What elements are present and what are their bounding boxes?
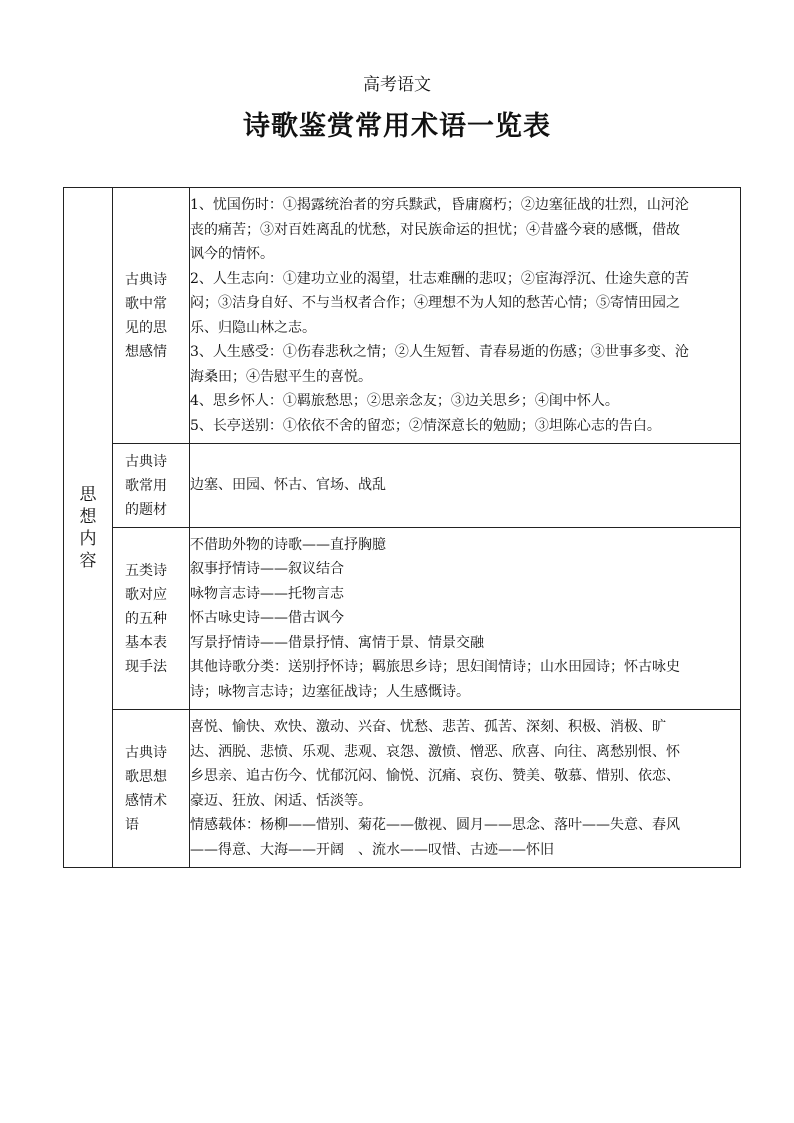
content-line: 喜悦、愉快、欢快、激动、兴奋、忧愁、悲苦、孤苦、深刻、积极、消极、旷	[190, 719, 666, 735]
content-line: 豪迈、狂放、闲适、恬淡等。	[190, 792, 372, 809]
content-line: 1、忧国伤时：①揭露统治者的穷兵黩武，昏庸腐朽；②边塞征战的壮烈，山河沦	[190, 197, 689, 213]
content-line: 写景抒情诗——借景抒情、寓情于景、情景交融	[190, 634, 484, 651]
document-title: 诗歌鉴赏常用术语一览表	[243, 111, 551, 142]
content-line: 其他诗歌分类：送别抒怀诗；羁旅思乡诗；思妇闺情诗；山水田园诗；怀古咏史	[190, 659, 680, 676]
section-label: 思想内容	[79, 484, 97, 571]
category-cell	[113, 188, 190, 444]
content-line: 达、洒脱、悲愤、乐观、悲观、哀怨、激愤、憎恶、欣喜、向往、离愁别恨、怀	[190, 743, 680, 760]
category-label: 五类诗歌对应的五种基本表现手法	[125, 562, 167, 675]
content-cell	[190, 444, 741, 528]
category-cell	[113, 444, 190, 528]
content-line: 咏物言志诗——托物言志	[190, 585, 344, 602]
table-row	[64, 710, 741, 868]
content-line: 诗；咏物言志诗；边塞征战诗；人生感慨诗。	[190, 683, 470, 700]
table-row	[64, 444, 741, 528]
content-line: 情感载体：杨柳——惜别、菊花——傲视、圆月——思念、落叶——失意、春风	[190, 817, 680, 833]
content-line: 3、人生感受：①伤春悲秋之情；②人生短暂、青春易逝的伤感；③世事多变、沧	[190, 344, 689, 360]
content-line: 边塞、田园、怀古、官场、战乱	[190, 477, 386, 494]
content-line: 乐、归隐山林之志。	[190, 319, 316, 336]
content-line: 不借助外物的诗歌——直抒胸臆	[190, 536, 386, 553]
content-cell	[190, 188, 741, 444]
category-label: 古典诗歌中常见的思想感情	[125, 271, 167, 360]
document-subtitle: 高考语文	[363, 75, 431, 95]
content-line: 海桑田；④告慰平生的喜悦。	[190, 368, 372, 385]
category-label: 古典诗歌常用的题材	[125, 453, 167, 518]
content-line: ——得意、大海——开阔 、流水——叹惜、古迹——怀旧	[190, 841, 554, 858]
content-line: 2、人生志向：①建功立业的渴望，壮志难酬的悲叹；②宦海浮沉、仕途失意的苦	[190, 270, 689, 287]
section-cell	[64, 188, 113, 868]
content-line: 闷；③洁身自好、不与当权者合作；④理想不为人知的愁苦心情；⑤寄情田园之	[190, 295, 680, 311]
table-row	[64, 528, 741, 710]
content-line: 怀古咏史诗——借古讽今	[190, 610, 344, 627]
category-cell	[113, 710, 190, 868]
content-line: 4、思乡怀人：①羁旅愁思；②思亲念友；③边关思乡；④闺中怀人。	[190, 393, 619, 409]
content-line: 丧的痛苦；③对百姓离乱的忧愁，对民族命运的担忧；④昔盛今衰的感慨，借故	[190, 221, 680, 238]
content-line: 乡思亲、追古伤今、忧郁沉闷、愉悦、沉痛、哀伤、赞美、敬慕、惜别、依恋、	[190, 768, 680, 784]
category-cell	[113, 528, 190, 710]
content-cell	[190, 710, 741, 868]
category-label: 古典诗歌思想感情术语	[125, 744, 167, 833]
content-line: 讽今的情怀。	[190, 246, 274, 262]
table-row	[64, 188, 741, 444]
content-line: 叙事抒情诗——叙议结合	[190, 561, 344, 578]
terms-table	[63, 187, 741, 868]
content-cell	[190, 528, 741, 710]
content-line: 5、长亭送别：①依依不舍的留恋；②情深意长的勉励；③坦陈心志的告白。	[190, 417, 661, 434]
